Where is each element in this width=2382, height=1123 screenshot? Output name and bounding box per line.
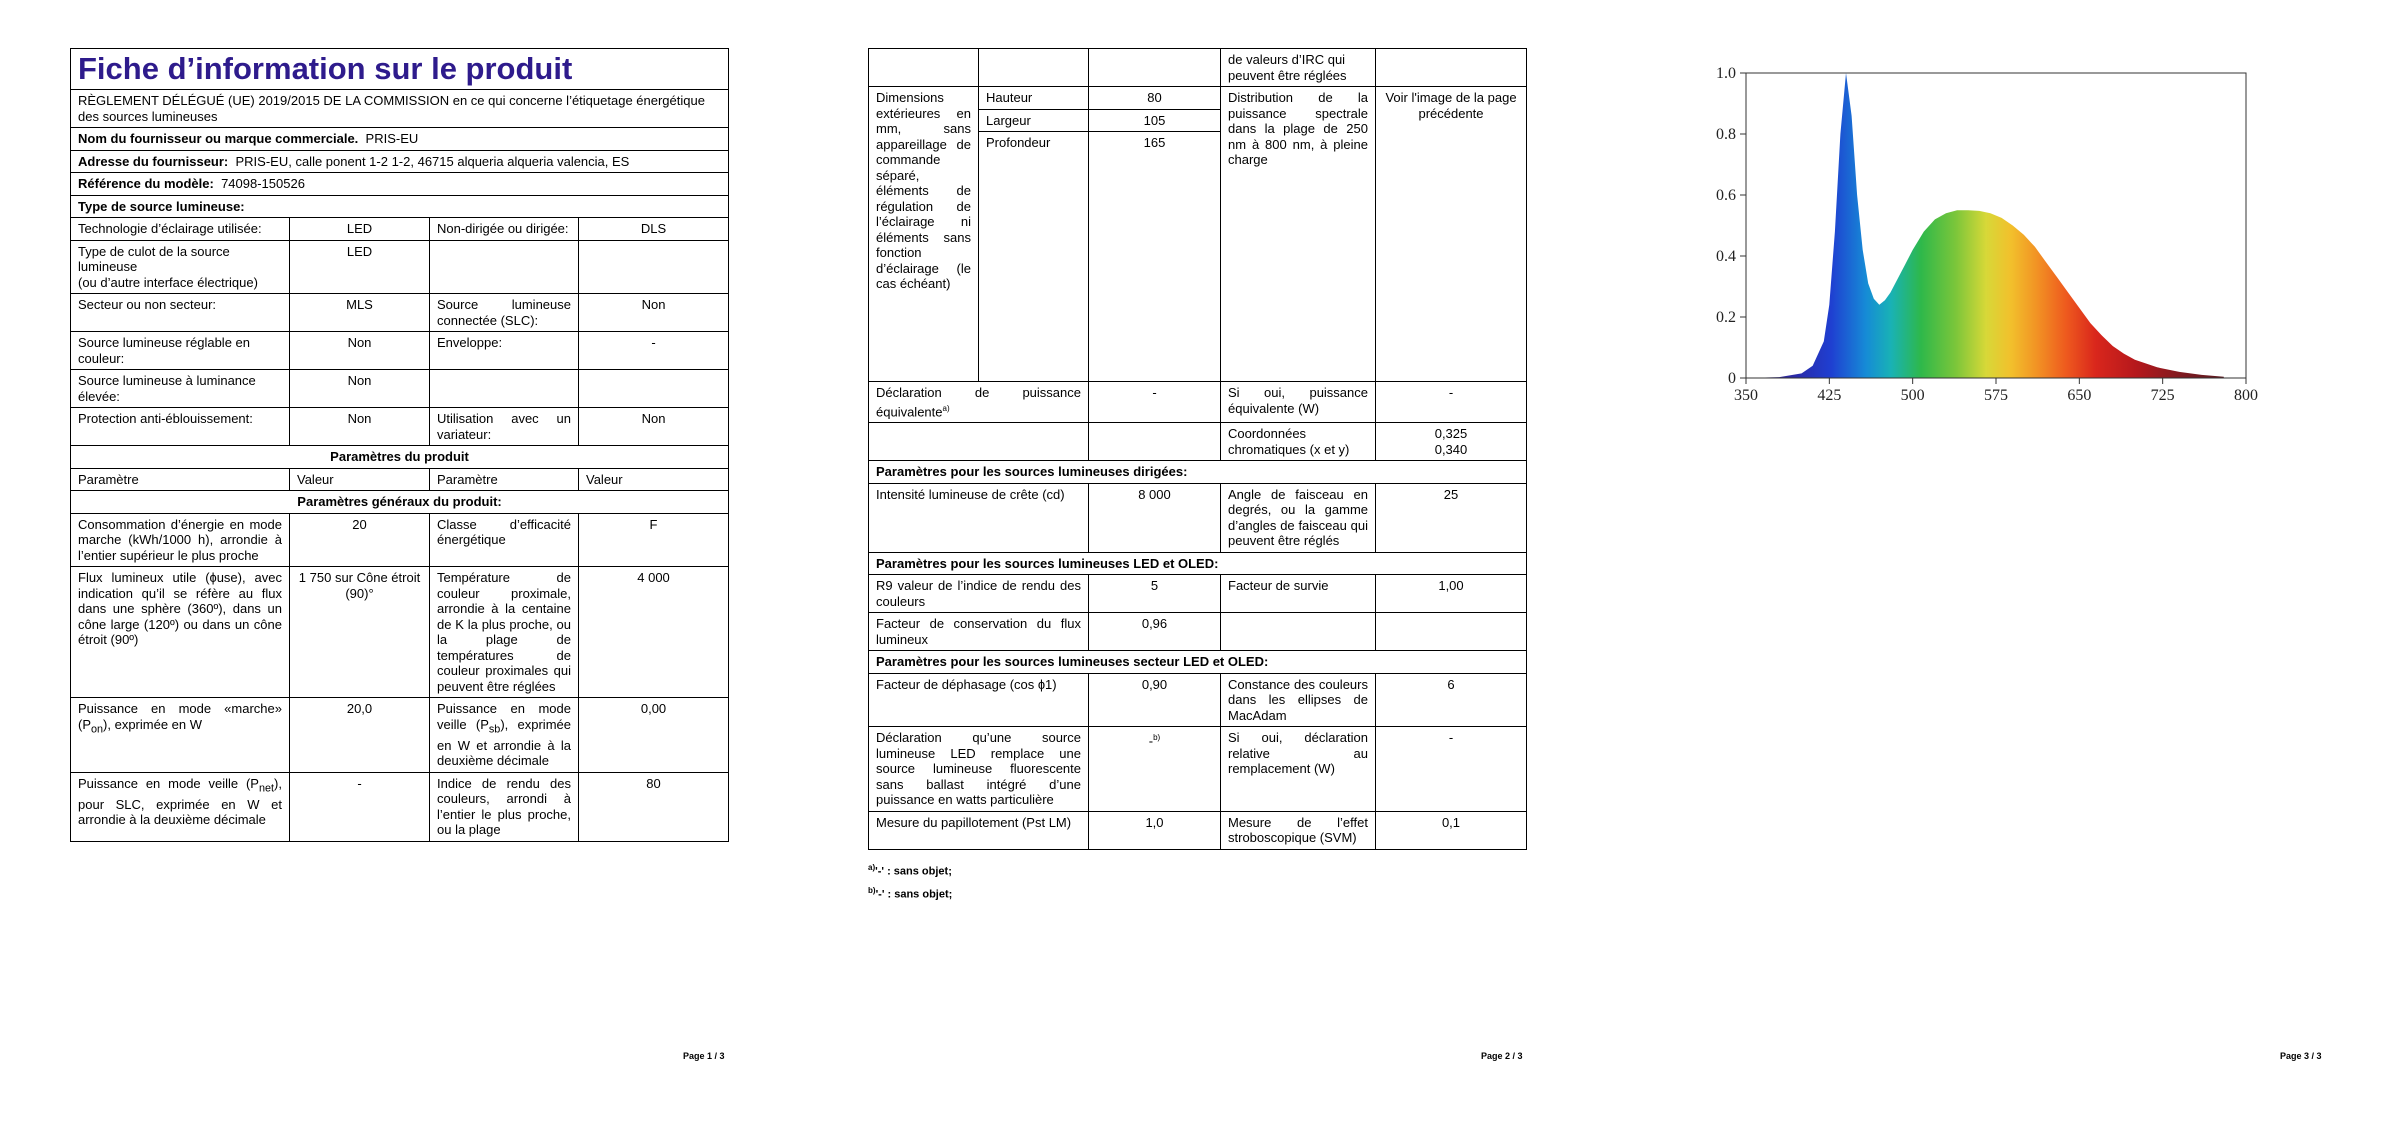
cct-value: 4 000 [579,567,729,698]
equiv-yes-label: Si oui, puissance équivalente (W) [1221,382,1376,423]
replacement-value [1089,727,1221,812]
height-label: Hauteur [979,87,1089,110]
pon-label-b: ), exprimée en W [103,716,203,732]
psb-label [430,698,579,773]
equiv-yes-value: - [1376,382,1527,423]
macadam-value: 6 [1376,673,1527,727]
chroma-value [1376,423,1527,461]
power-factor-value: 0,90 [1089,673,1221,727]
footnote-b [868,881,1526,905]
pon-value: 20,0 [290,698,430,773]
cri-value: 80 [579,772,729,841]
general-params-heading: Paramètres généraux du produit: [71,491,729,514]
color-tunable-label: Source lumineuse réglable en couleur: [71,332,290,370]
product-info-table-page1 [70,48,729,842]
beam-angle-label: Angle de faisceau en degrés, ou la gamme d’angles de faisceau qui peuvent être réglés [1221,483,1376,552]
pnet-label [71,772,290,841]
envelope-value: - [579,332,729,370]
y-tick-label: 0 [1728,370,1736,387]
pnet-label-b: ), pour SLC, exprimée en W et arrondie à la deuxième décimale [78,775,282,828]
replacement-yes-value: - [1376,727,1527,812]
footnotes [868,858,1526,905]
col-header-value: Valeur [579,468,729,491]
empty-cell [430,370,579,408]
chroma-x: 0,325 [1434,426,1468,442]
page-title: Fiche d’information sur le produit [71,49,729,90]
spectrum-chart-svg [1716,48,2280,468]
color-tunable-value: Non [290,332,430,370]
product-info-table-page2 [868,48,1527,850]
replacement-label: Déclaration qu’une source lumineuse LED remplace une source lumineuse fluorescente sans ballast intégré d’une puissance en watts particulière [869,727,1089,812]
tech-label: Technologie d’éclairage utilisée: [71,218,290,241]
equiv-value: - [1089,382,1221,423]
product-params-heading: Paramètres du produit [71,446,729,469]
replacement-yes-label: Si oui, déclaration relative au remplacement (W) [1221,727,1376,812]
chroma-label: Coordonnées chromatiques (x et y) [1221,423,1376,461]
x-tick-label: 725 [2150,387,2175,404]
dimmable-value: Non [579,408,729,446]
empty-cell [869,49,979,87]
x-tick-label: 350 [1734,387,1758,404]
spectrum-chart [1716,48,2280,473]
spd-value: Voir l'image de la page précédente [1376,87,1527,382]
high-luminance-label: Source lumineuse à luminance élevée: [71,370,290,408]
col-header-param: Paramètre [71,468,290,491]
pon-label-a: Puissance en mode «marche» (P [78,701,282,732]
stroboscopic-value: 0,1 [1376,811,1527,849]
flicker-label: Mesure du papillotement (Pst LM) [869,811,1089,849]
footnote-a-text: '-' : sans objet; [875,865,952,878]
empty-cell [430,240,579,294]
cap-label [71,240,290,294]
depth-value: 165 [1089,132,1221,382]
equiv-label-text: Déclaration de puissance équivalente [876,385,1081,419]
page-2 [868,48,1526,905]
y-tick-label: 0.4 [1716,248,1736,265]
x-tick-label: 425 [1817,387,1842,404]
tech-value: LED [290,218,430,241]
y-tick-label: 0.2 [1716,309,1736,326]
dimmable-label: Utilisation avec un variateur: [430,408,579,446]
replacement-footnote-mark: b) [1153,733,1161,743]
glare-value: Non [290,408,430,446]
model-value: 74098-150526 [221,176,305,191]
psb-label-a: Puissance en mode veille (P [437,701,571,732]
replacement-value-text: - [1148,733,1154,749]
supplier-row [71,128,729,151]
connected-value: Non [579,294,729,332]
x-tick-label: 575 [1984,387,2008,404]
psb-sub: sb [488,723,501,736]
directional-label: Non-dirigée ou dirigée: [430,218,579,241]
empty-cell [1089,423,1221,461]
cct-label: Température de couleur proximale, arrondie à la centaine de K la plus proche, ou la plage de températures de couleur proximales qui peuvent être réglées [430,567,579,698]
stroboscopic-label: Mesure de l’effet stroboscopique (SVM) [1221,811,1376,849]
depth-label: Profondeur [979,132,1089,382]
empty-cell [1376,613,1527,651]
footnote-b-text: '-' : sans objet; [875,889,953,902]
x-tick-label: 650 [2067,387,2092,404]
led-section-heading: Paramètres pour les sources lumineuses LED et OLED: [869,552,1527,575]
mains-led-section-heading: Paramètres pour les sources lumineuses secteur LED et OLED: [869,651,1527,674]
footnote-a [868,858,1526,882]
pnet-value: - [290,772,430,841]
empty-cell [579,240,729,294]
equiv-label [869,382,1089,423]
x-tick-label: 500 [1900,387,1925,404]
regulation-text: RÈGLEMENT DÉLÉGUÉ (UE) 2019/2015 DE LA COMMISSION en ce qui concerne l’étiquetage énergétique des sources lumineuses [71,90,729,128]
page-number-3: Page 3 / 3 [2280,1051,2322,1061]
address-row [71,150,729,173]
flux-value: 1 750 sur Cône étroit (90)° [290,567,430,698]
r9-value: 5 [1089,575,1221,613]
chroma-y: 0,340 [1434,441,1468,457]
model-row [71,173,729,196]
directional-section-heading: Paramètres pour les sources lumineuses dirigées: [869,461,1527,484]
pnet-label-a: Puissance en mode veille (P [78,775,259,791]
directional-value: DLS [579,218,729,241]
x-tick-label: 800 [2234,387,2258,404]
empty-cell [579,370,729,408]
energy-value: 20 [290,513,430,567]
high-luminance-value: Non [290,370,430,408]
empty-cell [1376,49,1527,87]
model-label: Référence du modèle: [78,176,214,191]
page-1 [70,48,728,842]
empty-cell [1221,613,1376,651]
mains-value: MLS [290,294,430,332]
light-source-type-heading: Type de source lumineuse: [71,195,729,218]
supplier-value: PRIS-EU [365,131,419,146]
height-value: 80 [1089,87,1221,110]
survival-label: Facteur de survie [1221,575,1376,613]
class-label: Classe d’efficacité énergétique [430,513,579,567]
pon-sub: on [91,723,104,736]
maintenance-value: 0,96 [1089,613,1221,651]
r9-label: R9 valeur de l’indice de rendu des couleurs [869,575,1089,613]
survival-value: 1,00 [1376,575,1527,613]
glare-label: Protection anti-éblouissement: [71,408,290,446]
empty-cell [979,49,1089,87]
beam-angle-value: 25 [1376,483,1527,552]
spectrum-plot-area [1716,65,2258,404]
power-factor-label: Facteur de déphasage (cos ɸ1) [869,673,1089,727]
peak-intensity-label: Intensité lumineuse de crête (cd) [869,483,1089,552]
psb-label-b: ), exprimée en W et arrondie à la deuxième décimale [437,716,571,769]
dimensions-label: Dimensions extérieures en mm, sans appareillage de commande séparé, éléments de régulation de l’éclairage ni éléments sans fonction d’éclairage (le cas échéant) [869,87,979,382]
psb-value: 0,00 [579,698,729,773]
page-number-2: Page 2 / 3 [1481,1051,1523,1061]
class-value: F [579,513,729,567]
page-number-1: Page 1 / 3 [683,1051,725,1061]
cap-label-line2: (ou d’autre interface électrique) [78,274,258,290]
col-header-value: Valeur [290,468,430,491]
cap-label-line1: Type de culot de la source lumineuse [78,243,230,274]
width-label: Largeur [979,109,1089,132]
y-tick-label: 0.6 [1716,187,1736,204]
col-header-param: Paramètre [430,468,579,491]
pon-label [71,698,290,773]
width-value: 105 [1089,109,1221,132]
connected-label: Source lumineuse connectée (SLC): [430,294,579,332]
mains-label: Secteur ou non secteur: [71,294,290,332]
address-value: PRIS-EU, calle ponent 1-2 1-2, 46715 alqueria alqueria valencia, ES [235,153,630,169]
spectrum-area [1746,73,2224,378]
energy-label: Consommation d’énergie en mode marche (kWh/1000 h), arrondie à l’entier supérieur le plus proche [71,513,290,567]
envelope-label: Enveloppe: [430,332,579,370]
empty-cell [1089,49,1221,87]
cap-value: LED [290,240,430,294]
equiv-footnote-mark: a) [942,403,950,413]
macadam-label: Constance des couleurs dans les ellipses de MacAdam [1221,673,1376,727]
maintenance-label: Facteur de conservation du flux lumineux [869,613,1089,651]
pnet-sub: net [258,782,275,795]
supplier-label: Nom du fournisseur ou marque commerciale. [78,131,359,146]
empty-cell [869,423,1089,461]
y-tick-label: 1.0 [1716,65,1736,82]
spd-label: Distribution de la puissance spectrale dans la plage de 250 nm à 800 nm, à pleine charge [1221,87,1376,382]
peak-intensity-value: 8 000 [1089,483,1221,552]
flux-label: Flux lumineux utile (ɸuse), avec indication qu’il se réfère au flux dans une sphère (360º), dans un cône large (120º) ou dans un cône étroit (90º) [71,567,290,698]
y-tick-label: 0.8 [1716,126,1736,143]
flicker-value: 1,0 [1089,811,1221,849]
page-3 [1716,48,2280,468]
cri-label: Indice de rendu des couleurs, arrondi à l’entier le plus proche, ou la plage [430,772,579,841]
address-label: Adresse du fournisseur: [78,153,229,169]
footnote-b-mark: b) [868,886,876,896]
footnote-a-mark: a) [868,862,876,872]
cri-label-continued: de valeurs d’IRC qui peuvent être réglées [1221,49,1376,87]
